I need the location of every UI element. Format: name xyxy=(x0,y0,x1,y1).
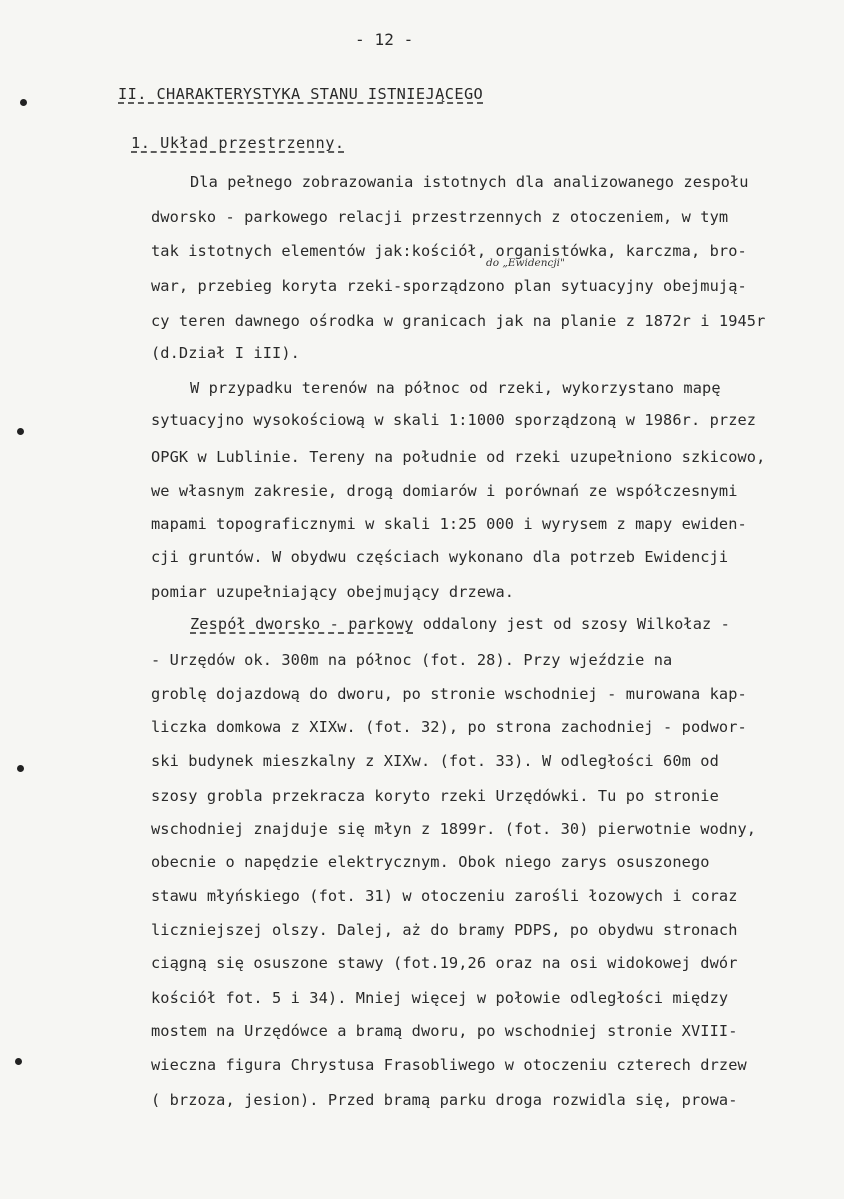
punch-hole-mark xyxy=(15,1058,22,1065)
text-line: tak istotnych elementów jak:kościół, organistówka, karczma, bro- xyxy=(151,242,747,260)
text-line: szosy grobla przekracza koryto rzeki Urzędówki. Tu po stronie xyxy=(151,787,719,805)
punch-hole-mark xyxy=(20,99,27,106)
text-line: kościół fot. 5 i 34). Mniej więcej w połowie odległości między xyxy=(151,989,729,1007)
handwritten-note: do „Ewidencji" xyxy=(486,257,565,269)
text-line: OPGK w Lublinie. Tereny na południe od rzeki uzupełniono szkicowo, xyxy=(151,448,766,466)
text-line: war, przebieg koryta rzeki-sporządzono plan sytuacyjny obejmują- xyxy=(151,277,747,295)
text-line: mostem na Urzędówce a bramą dworu, po wschodniej stronie XVIII- xyxy=(151,1022,738,1040)
text-line: cji gruntów. W obydwu częściach wykonano dla potrzeb Ewidencji xyxy=(151,548,729,566)
text-line: liczka domkowa z XIXw. (fot. 32), po strona zachodniej - podwor- xyxy=(151,718,747,736)
text-line: mapami topograficznymi w skali 1:25 000 i wyrysem z mapy ewiden- xyxy=(151,515,747,533)
text-line: (d.Dział I iII). xyxy=(151,344,300,362)
text-line-rest: oddalony jest od szosy Wilkołaz - xyxy=(413,615,730,633)
text-line: ciągną się osuszone stawy (fot.19,26 oraz na osi widokowej dwór xyxy=(151,954,738,972)
zespol-label: Zespół dworsko - parkowy xyxy=(190,615,414,633)
text-line: obecnie o napędzie elektrycznym. Obok niego zarys osuszonego xyxy=(151,853,710,871)
text-line: ski budynek mieszkalny z XIXw. (fot. 33). W odległości 60m od xyxy=(151,752,719,770)
punch-hole-mark xyxy=(17,428,24,435)
text-line: liczniejszej olszy. Dalej, aż do bramy PDPS, po obydwu stronach xyxy=(151,921,738,939)
text-line: wieczna figura Chrystusa Frasobliwego w otoczeniu czterech drzew xyxy=(151,1056,747,1074)
text-line: we własnym zakresie, drogą domiarów i porównań ze współczesnymi xyxy=(151,482,738,500)
page-number: - 12 - xyxy=(355,30,414,49)
punch-hole-mark xyxy=(17,765,24,772)
text-line: Dla pełnego zobrazowania istotnych dla analizowanego zespołu xyxy=(190,173,749,191)
text-line: pomiar uzupełniający obejmujący drzewa. xyxy=(151,583,515,601)
text-line: stawu młyńskiego (fot. 31) w otoczeniu zarośli łozowych i coraz xyxy=(151,887,738,905)
text-line: cy teren dawnego ośrodka w granicach jak na planie z 1872r i 1945r xyxy=(151,312,766,330)
text-line: wschodniej znajduje się młyn z 1899r. (fot. 30) pierwotnie wodny, xyxy=(151,820,757,838)
text-line xyxy=(190,614,730,634)
subsection-heading: 1. Układ przestrzenny. xyxy=(131,134,345,152)
text-line: W przypadku terenów na północ od rzeki, wykorzystano mapę xyxy=(190,379,721,397)
text-line: ( brzoza, jesion). Przed bramą parku droga rozwidla się, prowa- xyxy=(151,1091,738,1109)
text-line: - Urzędów ok. 300m na północ (fot. 28). Przy wjeździe na xyxy=(151,651,673,669)
section-heading: II. CHARAKTERYSTYKA STANU ISTNIEJĄCEGO xyxy=(118,85,484,103)
text-line: groblę dojazdową do dworu, po stronie wschodniej - murowana kap- xyxy=(151,685,747,703)
text-line: sytuacyjno wysokościową w skali 1:1000 sporządzoną w 1986r. przez xyxy=(151,411,757,429)
text-line: dworsko - parkowego relacji przestrzennych z otoczeniem, w tym xyxy=(151,208,729,226)
